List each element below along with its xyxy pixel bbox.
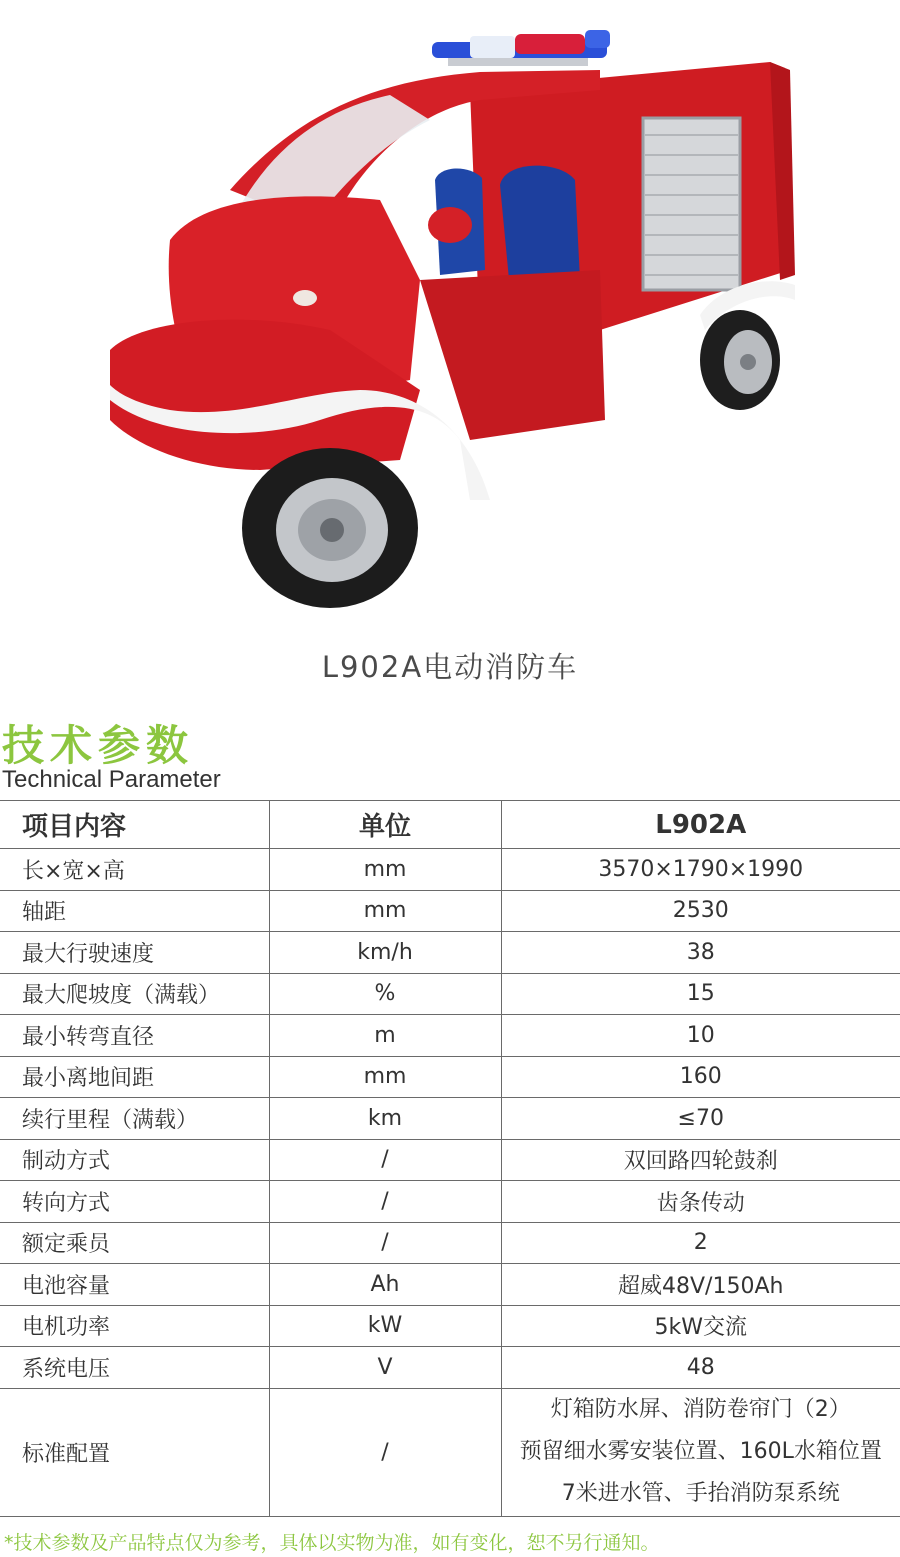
row-value: 38: [501, 932, 900, 974]
table-row-standard-config: [0, 1388, 900, 1516]
row-name: 最小离地间距: [0, 1056, 269, 1098]
row-name: 最大爬坡度（满载）: [0, 973, 269, 1015]
row-value: 2530: [501, 890, 900, 932]
row-unit: V: [269, 1347, 501, 1389]
row-value: 10: [501, 1015, 900, 1057]
row-unit: /: [269, 1139, 501, 1181]
front-wheel: [242, 448, 418, 608]
spec-table: [0, 800, 900, 1517]
row-name: 最小转弯直径: [0, 1015, 269, 1057]
table-row: [0, 1264, 900, 1306]
config-line: 预留细水雾安装位置、160L水箱位置: [519, 1439, 882, 1464]
row-unit: /: [269, 1222, 501, 1264]
table-row: [0, 890, 900, 932]
header-unit: 单位: [269, 801, 501, 849]
row-value-lines: [501, 1388, 900, 1516]
row-name: 制动方式: [0, 1139, 269, 1181]
row-name: 转向方式: [0, 1181, 269, 1223]
row-unit: mm: [269, 1056, 501, 1098]
table-row: [0, 973, 900, 1015]
row-value: 15: [501, 973, 900, 1015]
row-unit: kW: [269, 1305, 501, 1347]
row-unit: m: [269, 1015, 501, 1057]
section-subtitle: Technical Parameter: [2, 766, 221, 793]
config-line: 灯箱防水屏、消防卷帘门（2）: [550, 1397, 851, 1422]
row-value: 160: [501, 1056, 900, 1098]
siren-light-bar-icon: [432, 30, 610, 66]
row-name: 续行里程（满载）: [0, 1098, 269, 1140]
row-unit: km: [269, 1098, 501, 1140]
table-row: [0, 1347, 900, 1389]
row-unit: mm: [269, 849, 501, 891]
row-unit: /: [269, 1388, 501, 1516]
table-row: [0, 1139, 900, 1181]
row-name: 电机功率: [0, 1305, 269, 1347]
header-item: 项目内容: [0, 801, 269, 849]
row-name: 标准配置: [0, 1388, 269, 1516]
table-row: [0, 1222, 900, 1264]
row-value: 5kW交流: [501, 1305, 900, 1347]
section-title: 技术参数: [2, 721, 195, 770]
row-name: 长×宽×高: [0, 849, 269, 891]
table-header-row: [0, 801, 900, 849]
row-value: 齿条传动: [501, 1181, 900, 1223]
table-row: [0, 1305, 900, 1347]
row-name: 最大行驶速度: [0, 932, 269, 974]
roller-shutter-door: [643, 118, 740, 290]
row-unit: /: [269, 1181, 501, 1223]
table-row: [0, 1015, 900, 1057]
rear-wheel: [700, 310, 780, 410]
row-value: 48: [501, 1347, 900, 1389]
table-row: [0, 1056, 900, 1098]
product-caption: L902A电动消防车: [321, 650, 579, 684]
table-row: [0, 932, 900, 974]
row-unit: Ah: [269, 1264, 501, 1306]
fire-truck-photo: [0, 0, 900, 640]
table-row: [0, 1098, 900, 1140]
row-name: 系统电压: [0, 1347, 269, 1389]
row-value: 2: [501, 1222, 900, 1264]
row-value: 双回路四轮鼓刹: [501, 1139, 900, 1181]
table-row: [0, 1181, 900, 1223]
row-value: 超威48V/150Ah: [501, 1264, 900, 1306]
row-unit: mm: [269, 890, 501, 932]
row-value: ≤70: [501, 1098, 900, 1140]
table-row: [0, 849, 900, 891]
footnote: *技术参数及产品特点仅为参考，具体以实物为准，如有变化，恕不另行通知。: [4, 1532, 660, 1554]
config-line: 7米进水管、手抬消防泵系统: [561, 1481, 840, 1506]
row-name: 额定乘员: [0, 1222, 269, 1264]
row-unit: km/h: [269, 932, 501, 974]
row-unit: %: [269, 973, 501, 1015]
row-name: 轴距: [0, 890, 269, 932]
header-model: L902A: [501, 801, 900, 849]
row-name: 电池容量: [0, 1264, 269, 1306]
row-value: 3570×1790×1990: [501, 849, 900, 891]
